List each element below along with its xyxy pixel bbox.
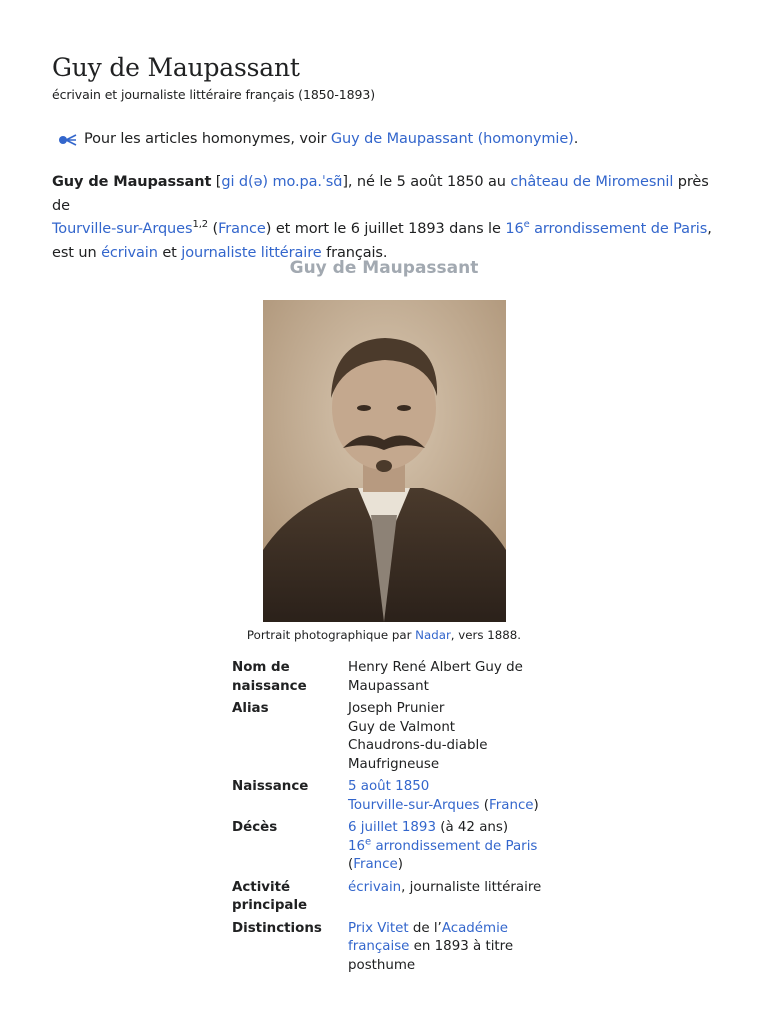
- nadar-link[interactable]: Nadar: [415, 628, 451, 642]
- intro-paragraph: Guy de Maupassant [gi d(ə) mo.pa.ˈsɑ̃], né le 5 août 1850 au château de Miromesnil près de Tourville-sur-Arques$^{1,2}$ (France) et mort le 6 juillet 1893 dans le 16e arrondissement de Paris, est un écrivain et journaliste littéraire français.: [52, 174, 712, 261]
- row-label: Distinctions: [232, 920, 322, 936]
- portrait-caption: Portrait photographique par Nadar, vers 1888.: [246, 628, 522, 642]
- page-title: Guy de Maupassant: [52, 53, 300, 82]
- homonymie-link[interactable]: Guy de Maupassant (homonymie): [330, 131, 574, 147]
- academie-link[interactable]: Académie française: [348, 920, 509, 954]
- france-link[interactable]: France: [218, 221, 266, 237]
- alias-item: Joseph Prunier: [348, 701, 445, 716]
- tourville-link[interactable]: Tourville-sur-Arques: [52, 221, 193, 237]
- death-place-link[interactable]: 16e arrondissement de Paris: [348, 836, 538, 854]
- row-label: Alias: [232, 701, 269, 716]
- disambiguation-icon: [58, 132, 78, 146]
- death-country-link[interactable]: France: [353, 857, 398, 872]
- ecrivain-link[interactable]: écrivain: [101, 244, 158, 261]
- subject-name: Guy de Maupassant: [52, 174, 212, 190]
- row-value: 6 juillet 1893 (à 42 ans) 16e arrondissement de Paris (France): [348, 820, 538, 872]
- infobox-row-death: [232, 819, 542, 875]
- infobox-row-alias: [232, 700, 542, 774]
- ipa-link[interactable]: gi d(ə) mo.pa.ˈsɑ̃: [221, 174, 343, 190]
- row-value: Henry René Albert Guy de Maupassant: [348, 660, 523, 694]
- row-value: 5 août 1850 Tourville-sur-Arques (France): [348, 779, 539, 813]
- infobox-row-activity: [232, 879, 542, 916]
- journaliste-link[interactable]: journaliste littéraire: [181, 244, 322, 261]
- row-value: [348, 700, 542, 774]
- row-label: Activité principale: [232, 879, 308, 913]
- infobox-row-birth: [232, 778, 542, 815]
- row-value: écrivain, journaliste littéraire: [348, 879, 542, 895]
- birth-date-link[interactable]: 5 août 1850: [348, 779, 430, 794]
- death-date-link[interactable]: 6 juillet 1893: [348, 820, 436, 835]
- reference-marks[interactable]: 1,2: [192, 219, 209, 231]
- alias-item: Maufrigneuse: [348, 756, 440, 772]
- hatnote-text: Pour les articles homonymes, voir Guy de Maupassant (homonymie).: [84, 131, 579, 147]
- chateau-link[interactable]: château de Miromesnil: [510, 174, 674, 190]
- infobox-row-awards: [232, 920, 542, 976]
- row-value: Prix Vitet de l’Académie française en 1893 à titre posthume: [348, 920, 514, 973]
- infobox-table: [232, 659, 542, 979]
- hatnote: [58, 128, 578, 150]
- alias-item: Chaudrons-du-diable: [348, 738, 488, 753]
- portrait-photo[interactable]: [263, 300, 506, 622]
- row-label: Décès: [232, 820, 278, 835]
- prix-vitet-link[interactable]: Prix Vitet: [348, 920, 409, 936]
- birth-country-link[interactable]: France: [489, 797, 534, 813]
- row-label: Naissance: [232, 779, 309, 794]
- row-label: Nom de naissance: [232, 660, 307, 694]
- alias-item: Guy de Valmont: [348, 719, 456, 735]
- birth-place-link[interactable]: Tourville-sur-Arques: [348, 797, 480, 813]
- activity-link[interactable]: écrivain: [348, 879, 402, 895]
- arrondissement-link[interactable]: 16e arrondissement de Paris: [505, 219, 708, 237]
- infobox-row-birth-name: [232, 659, 542, 696]
- infobox-title: Guy de Maupassant: [289, 258, 479, 278]
- page-subtitle: écrivain et journaliste littéraire français (1850-1893): [52, 87, 375, 102]
